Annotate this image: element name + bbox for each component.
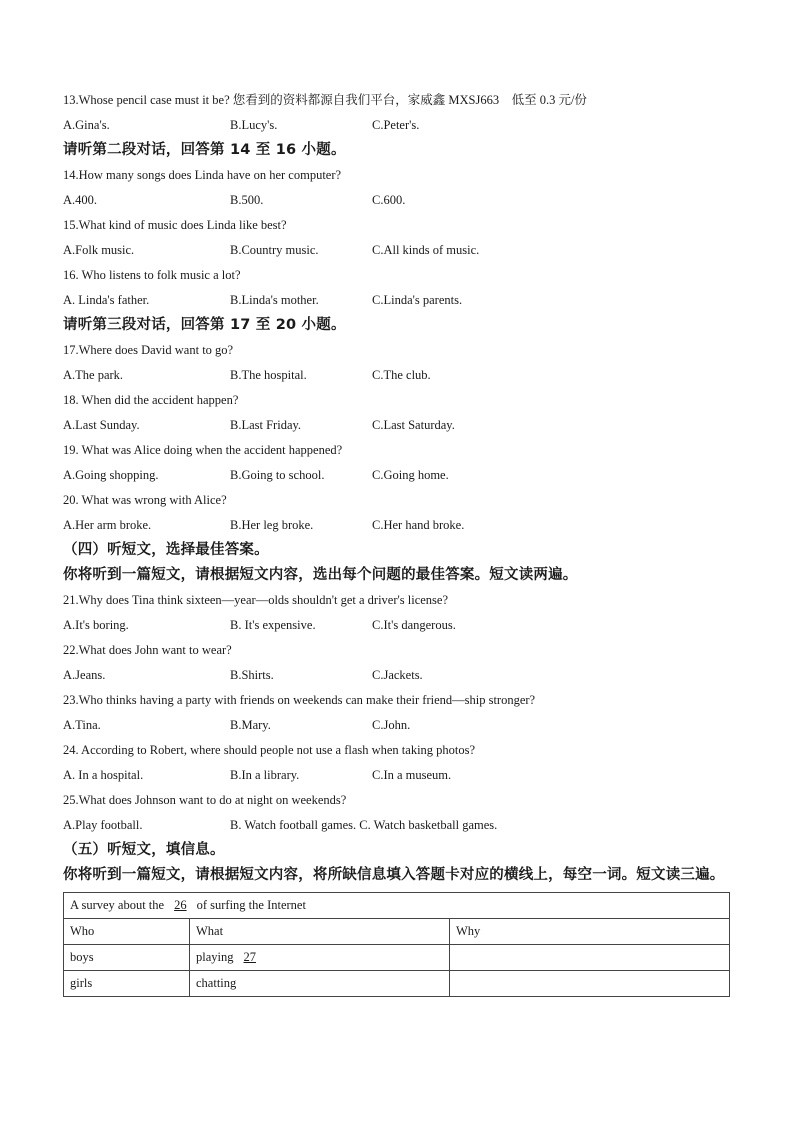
blank-27[interactable]: 27 bbox=[243, 950, 256, 964]
option-b: B.The hospital. bbox=[230, 368, 307, 382]
option-c: C.Last Saturday. bbox=[372, 418, 455, 432]
header-what: What bbox=[190, 919, 450, 945]
option-b: B.Her leg broke. bbox=[230, 518, 314, 532]
question-15 bbox=[63, 213, 731, 263]
option-a: A.Her arm broke. bbox=[63, 518, 152, 532]
question-text: 22.What does John want to wear? bbox=[63, 643, 232, 657]
option-b: B. It's expensive. bbox=[230, 618, 316, 632]
question-text: 15.What kind of music does Linda like best? bbox=[63, 218, 287, 232]
question-24 bbox=[63, 738, 731, 788]
answer-options bbox=[63, 363, 731, 388]
worksheet-page bbox=[63, 88, 731, 997]
question-25 bbox=[63, 788, 731, 838]
blank-26[interactable]: 26 bbox=[174, 898, 187, 912]
section-3-heading: 请听第三段对话，回答第 17 至 20 小题。 bbox=[63, 317, 346, 333]
option-c: C.600. bbox=[372, 193, 406, 207]
option-c: C.It's dangerous. bbox=[372, 618, 456, 632]
part-4-instructions: 你将听到一篇短文，请根据短文内容，选出每个问题的最佳答案。短文读两遍。 bbox=[63, 567, 578, 583]
option-a: A. Linda's father. bbox=[63, 293, 150, 307]
survey-table bbox=[63, 892, 730, 997]
option-b: B.Country music. bbox=[230, 243, 319, 257]
part-5-instructions: 你将听到一篇短文，请根据短文内容，将所缺信息填入答题卡对应的横线上，每空一词。短文读三遍。 bbox=[63, 867, 725, 883]
option-c: C.The club. bbox=[372, 368, 431, 382]
answer-options bbox=[63, 413, 731, 438]
option-b: B.In a library. bbox=[230, 768, 300, 782]
table-row bbox=[64, 971, 730, 997]
option-a: A.Going shopping. bbox=[63, 468, 159, 482]
option-a: A. In a hospital. bbox=[63, 768, 144, 782]
question-text: 24. According to Robert, where should people not use a flash when taking photos? bbox=[63, 743, 476, 757]
option-b-c: B. Watch football games. C. Watch basketball games. bbox=[230, 818, 498, 832]
section-2-heading: 请听第二段对话，回答第 14 至 16 小题。 bbox=[63, 142, 346, 158]
answer-options bbox=[63, 763, 731, 788]
answer-options bbox=[63, 463, 731, 488]
question-text: 17.Where does David want to go? bbox=[63, 343, 234, 357]
option-a: A.Tina. bbox=[63, 718, 101, 732]
answer-options bbox=[63, 813, 731, 838]
question-text: 18. When did the accident happen? bbox=[63, 393, 239, 407]
question-text: 14.How many songs does Linda have on her computer? bbox=[63, 168, 342, 182]
table-row bbox=[64, 945, 730, 971]
answer-options bbox=[63, 113, 731, 138]
option-c: C.John. bbox=[372, 718, 411, 732]
cell-why[interactable] bbox=[450, 971, 730, 997]
option-a: A.Play football. bbox=[63, 818, 143, 832]
cell-what bbox=[190, 945, 450, 971]
header-who: Who bbox=[64, 919, 190, 945]
question-text: 19. What was Alice doing when the accident happened? bbox=[63, 443, 343, 457]
option-b: B.Going to school. bbox=[230, 468, 325, 482]
option-a: A.Folk music. bbox=[63, 243, 135, 257]
header-why: Why bbox=[450, 919, 730, 945]
table-header-row bbox=[64, 919, 730, 945]
answer-options bbox=[63, 238, 731, 263]
table-title-row bbox=[64, 893, 730, 919]
option-b: B.500. bbox=[230, 193, 264, 207]
title-prefix: A survey about the bbox=[70, 898, 165, 912]
question-14 bbox=[63, 163, 731, 213]
answer-options bbox=[63, 663, 731, 688]
option-c: C.All kinds of music. bbox=[372, 243, 480, 257]
option-a: A.Jeans. bbox=[63, 668, 106, 682]
question-text: 20. What was wrong with Alice? bbox=[63, 493, 227, 507]
question-22 bbox=[63, 638, 731, 688]
question-20 bbox=[63, 488, 731, 538]
question-text: 25.What does Johnson want to do at night on weekends? bbox=[63, 793, 347, 807]
option-a: A.Gina's. bbox=[63, 118, 110, 132]
cell-what: chatting bbox=[190, 971, 450, 997]
question-text: 23.Who thinks having a party with friends on weekends can make their friend—ship stronger? bbox=[63, 693, 536, 707]
question-text: 16. Who listens to folk music a lot? bbox=[63, 268, 241, 282]
what-prefix: playing bbox=[196, 950, 234, 964]
answer-options bbox=[63, 513, 731, 538]
question-21 bbox=[63, 588, 731, 638]
option-c: C.Peter's. bbox=[372, 118, 420, 132]
title-suffix: of surfing the Internet bbox=[196, 898, 306, 912]
option-c: C.In a museum. bbox=[372, 768, 452, 782]
question-18 bbox=[63, 388, 731, 438]
option-b: B.Linda's mother. bbox=[230, 293, 319, 307]
question-text: 13.Whose pencil case must it be? 您看到的资料都源自我们平台，家威鑫 MXSJ663 低至 0.3 元/份 bbox=[63, 93, 587, 107]
option-b: B.Mary. bbox=[230, 718, 271, 732]
option-a: A.400. bbox=[63, 193, 98, 207]
answer-options bbox=[63, 713, 731, 738]
option-a: A.The park. bbox=[63, 368, 124, 382]
part-5-title: （五）听短文，填信息。 bbox=[63, 842, 225, 858]
question-16 bbox=[63, 263, 731, 313]
answer-options bbox=[63, 288, 731, 313]
option-b: B.Shirts. bbox=[230, 668, 274, 682]
cell-who: girls bbox=[64, 971, 190, 997]
cell-why[interactable] bbox=[450, 945, 730, 971]
question-text: 21.Why does Tina think sixteen—year—olds shouldn't get a driver's license? bbox=[63, 593, 448, 607]
cell-who: boys bbox=[64, 945, 190, 971]
question-13 bbox=[63, 88, 731, 138]
question-17 bbox=[63, 338, 731, 388]
option-a: A.Last Sunday. bbox=[63, 418, 140, 432]
question-19 bbox=[63, 438, 731, 488]
question-23 bbox=[63, 688, 731, 738]
option-c: C.Her hand broke. bbox=[372, 518, 465, 532]
option-c: C.Going home. bbox=[372, 468, 449, 482]
option-b: B.Last Friday. bbox=[230, 418, 302, 432]
part-4-title: （四）听短文，选择最佳答案。 bbox=[63, 542, 269, 558]
table-title bbox=[64, 893, 730, 919]
option-c: C.Linda's parents. bbox=[372, 293, 463, 307]
answer-options bbox=[63, 188, 731, 213]
option-c: C.Jackets. bbox=[372, 668, 423, 682]
option-b: B.Lucy's. bbox=[230, 118, 278, 132]
answer-options bbox=[63, 613, 731, 638]
option-a: A.It's boring. bbox=[63, 618, 129, 632]
